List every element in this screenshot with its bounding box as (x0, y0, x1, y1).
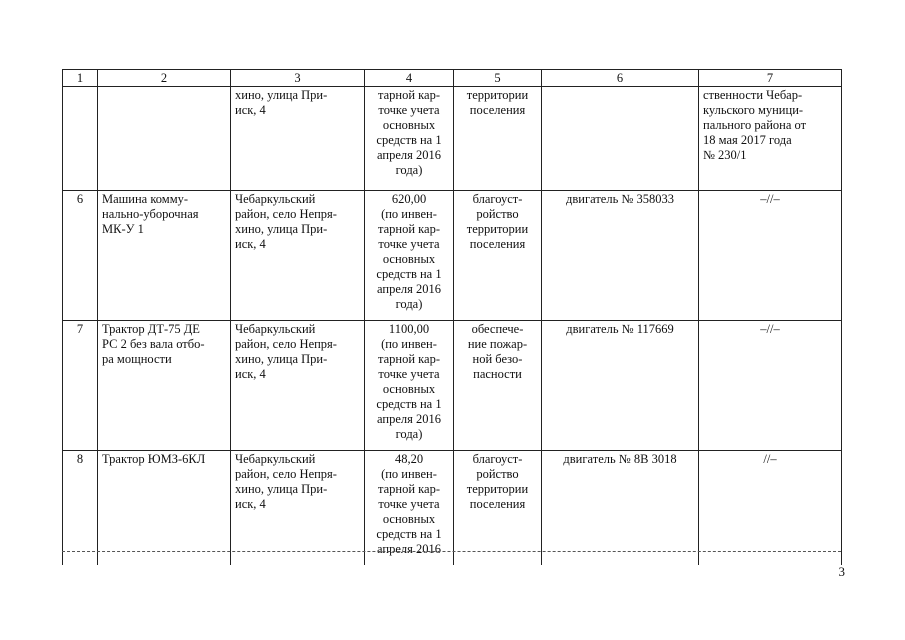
cell-cost: тарной кар- точке учета основных средств на 1 апреля 2016 года) (365, 87, 454, 191)
cell-cost: 1100,00 (по инвен- тарной кар- точке учета основных средств на 1 апреля 2016 года) (365, 321, 454, 451)
header-cell: 2 (98, 70, 231, 87)
cell-purpose: благоуст- ройство территории поселения (454, 191, 542, 321)
cell-specs: двигатель № 8В 3018 (542, 451, 699, 565)
cell-cost: 48,20 (по инвен- тарной кар- точке учета основных средств на 1 апреля 2016 (365, 451, 454, 565)
cell-specs: двигатель № 358033 (542, 191, 699, 321)
header-cell: 3 (231, 70, 365, 87)
table-bottom-border (62, 551, 841, 552)
table-row (63, 321, 842, 451)
cell-cost: 620,00 (по инвен- тарной кар- точке учета основных средств на 1 апреля 2016 года) (365, 191, 454, 321)
cell-address: Чебаркульский район, село Непря- хино, улица При- иск, 4 (231, 451, 365, 565)
header-cell: 5 (454, 70, 542, 87)
cell-purpose: территории поселения (454, 87, 542, 191)
cell-basis: –//– (699, 191, 842, 321)
cell-name: Трактор ДТ-75 ДЕ РС 2 без вала отбо- ра мощности (98, 321, 231, 451)
cell-name: Машина комму- нально-уборочная МК-У 1 (98, 191, 231, 321)
cell-name (98, 87, 231, 191)
table-header-row (63, 70, 842, 87)
header-cell: 6 (542, 70, 699, 87)
cell-address: Чебаркульский район, село Непря- хино, улица При- иск, 4 (231, 321, 365, 451)
cell-name: Трактор ЮМЗ-6КЛ (98, 451, 231, 565)
cell-basis: ственности Чебар- кульского муници- пального района от 18 мая 2017 года № 230/1 (699, 87, 842, 191)
header-cell: 1 (63, 70, 98, 87)
page-number: 3 (838, 564, 845, 579)
cell-basis: //– (699, 451, 842, 565)
cell-specs (542, 87, 699, 191)
cell-address: хино, улица При- иск, 4 (231, 87, 365, 191)
cell-purpose: обеспече- ние пожар- ной безо- пасности (454, 321, 542, 451)
table-row (63, 451, 842, 565)
table-row (63, 191, 842, 321)
cell-specs: двигатель № 117669 (542, 321, 699, 451)
cell-num: 6 (63, 191, 98, 321)
header-cell: 7 (699, 70, 842, 87)
cell-purpose: благоуст- ройство территории поселения (454, 451, 542, 565)
table-row-continuation (63, 87, 842, 191)
cell-num: 7 (63, 321, 98, 451)
cell-num: 8 (63, 451, 98, 565)
cell-address: Чебаркульский район, село Непря- хино, улица При- иск, 4 (231, 191, 365, 321)
cell-basis: –//– (699, 321, 842, 451)
property-table (62, 69, 842, 565)
cell-num (63, 87, 98, 191)
header-cell: 4 (365, 70, 454, 87)
